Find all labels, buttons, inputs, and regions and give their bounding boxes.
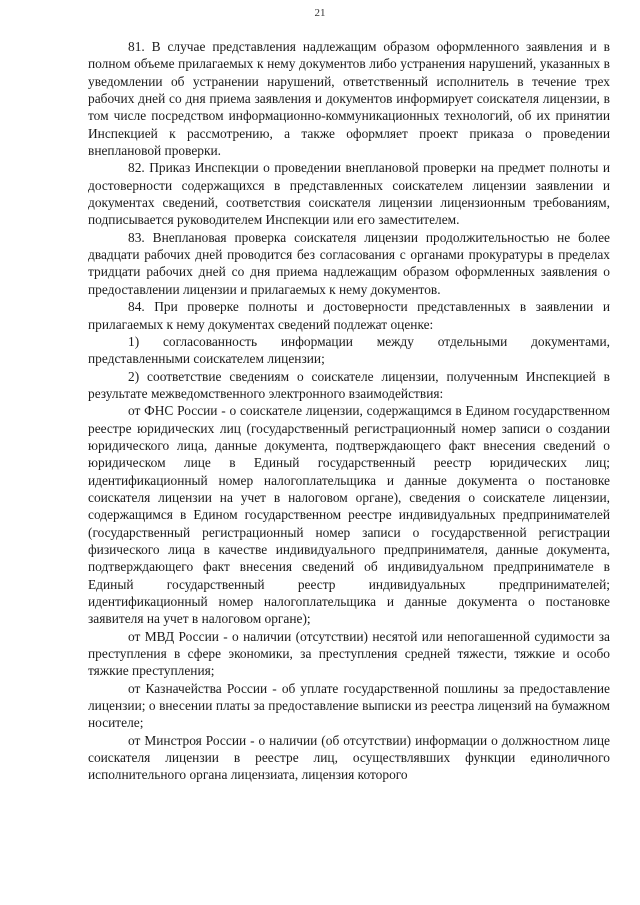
page-number: 21 xyxy=(314,7,326,19)
paragraph-minstroy: от Минстроя России - о наличии (об отсутствии) информации о должностном лице соискателя лицензии в реестре лиц, осуществлявших функции единоличного исполнительного органа лицензиата, лицензия которого xyxy=(88,732,610,783)
paragraph-mvd: от МВД России - о наличии (отсутствии) несятой или непогашенной судимости за преступления в сфере экономики, за преступления средней тяжести, тяжкие и особо тяжкие преступления; xyxy=(88,628,610,679)
list-item-2: 2) соответствие сведениям о соискателе лицензии, полученным Инспекцией в результате межведомственного электронного взаимодействия: xyxy=(88,368,610,401)
paragraph-fns: от ФНС России - о соискателе лицензии, содержащимся в Едином государственном реестре юридических лиц (государственный регистрационный номер записи о создании юридического лица, данные документа, подтверждающего факт внесения сведений о юридическом лице в Единый государственный реестр юридических лиц; идентификационный номер налогоплательщика и данные документа о постановке соискателя лицензии на учет в налоговом органе), сведения о соискателе лицензии, содержащимся в Едином государственном реестре индивидуальных предпринимателей (государственный регистрационный номер записи о государственной регистрации физического лица в качестве индивидуального предпринимателя, данные документа, подтверждающего факт внесения сведений об индивидуальном предпринимателе в Единый государственный реестр индивидуальных предпринимателей; идентификационный номер налогоплательщика и данные документа о постановке заявителя на учет в налоговом органе); xyxy=(88,403,610,627)
document-body xyxy=(88,38,610,784)
paragraph-84: 84. При проверке полноты и достоверности представленных в заявлении и прилагаемых к нему документах сведений подлежат оценке: xyxy=(88,299,610,332)
paragraph-83: 83. Внеплановая проверка соискателя лицензии продолжительностью не более двадцати рабочих дней проводится без согласования с органами прокуратуры в пределах тридцати рабочих дней со дня приема надлежащим образом оформленных заявления о предоставлении лицензии и прилагаемых к нему документов. xyxy=(88,229,610,297)
paragraph-82: 82. Приказ Инспекции о проведении внеплановой проверки на предмет полноты и достоверности содержащихся в представленных соискателем лицензии заявлении и документах сведений, соответствия соискателя лицензии лицензионным требованиям, подписывается руководителем Инспекции или его заместителем. xyxy=(88,160,610,228)
list-item-1: 1) согласованность информации между отдельными документами, представленными соискателем лицензии; xyxy=(88,333,610,367)
paragraph-81: 81. В случае представления надлежащим образом оформленного заявления и в полном объеме прилагаемых к нему документов либо устранения нарушений, указанных в уведомлении об устранении нарушений, ответственный исполнитель в течение трех рабочих дней со дня приема заявления и документов информирует соискателя лицензии, в том числе посредством информационно-коммуникационных технологий, об их принятии Инспекцией к рассмотрению, а также оформляет проект приказа о проведении внеплановой проверки. xyxy=(88,39,610,159)
paragraph-treasury: от Казначейства России - об уплате государственной пошлины за предоставление лицензии; о внесении платы за предоставление выписки из реестра лицензий на бумажном носителе; xyxy=(88,680,610,731)
